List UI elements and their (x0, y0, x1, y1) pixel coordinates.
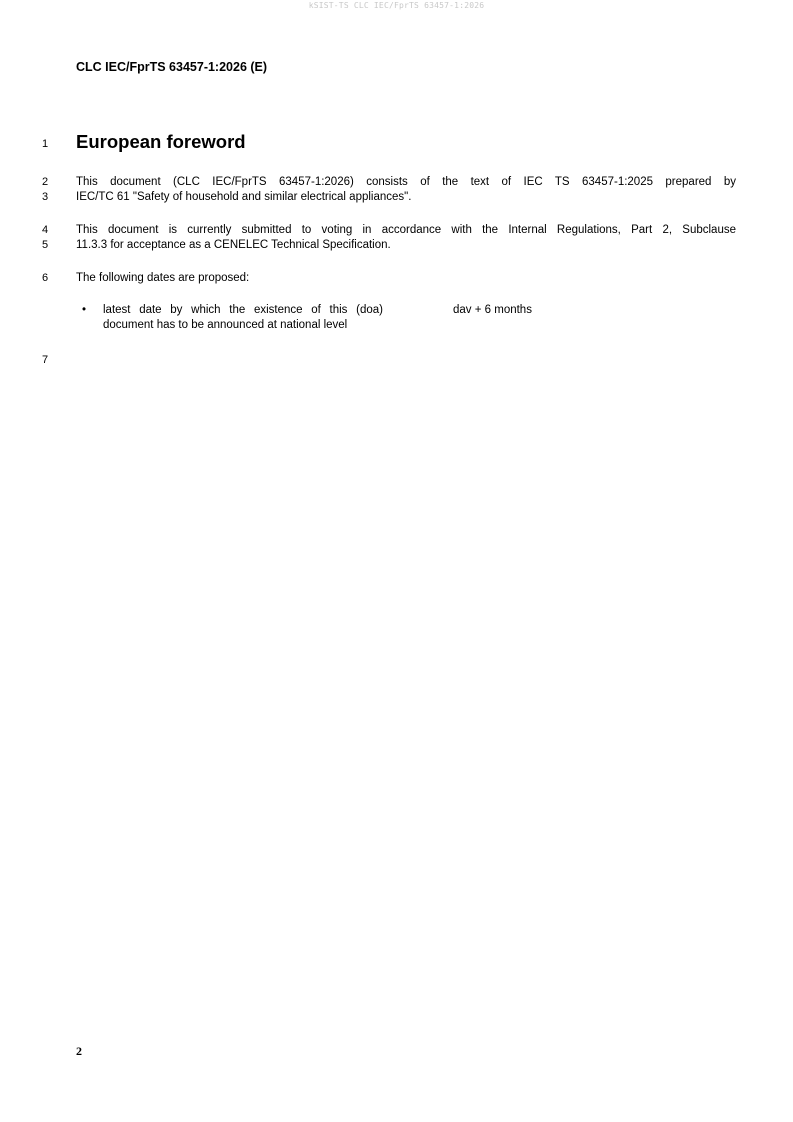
paragraph-line: 11.3.3 for acceptance as a CENELEC Technical Specification. (76, 239, 391, 251)
foreword-paragraph-1 (76, 175, 736, 205)
document-identifier: CLC IEC/FprTS 63457-1:2026 (E) (76, 60, 268, 74)
date-description-line: document has to be announced at national level (103, 319, 348, 331)
paragraph-line: IEC/TC 61 "Safety of household and similar electrical appliances". (76, 191, 412, 203)
line-number: 6 (42, 272, 49, 284)
paragraph-line: The following dates are proposed: (76, 272, 250, 284)
line-number: 2 (42, 176, 49, 188)
watermark-text: kSIST-TS CLC IEC/FprTS 63457-1:2026 (308, 1, 485, 10)
paragraph-line: This document (CLC IEC/FprTS 63457-1:2026) consists of the text of IEC TS 63457-1:2025 prepared by (76, 176, 736, 188)
line-number: 7 (42, 354, 49, 366)
date-description-line: latest date by which the existence of this (doa) (103, 304, 383, 316)
line-number: 5 (42, 239, 49, 251)
date-value: dav + 6 months (453, 304, 532, 316)
line-number: 1 (42, 138, 49, 150)
line-number: 3 (42, 191, 49, 203)
line-number: 4 (42, 224, 49, 236)
paragraph-line: This document is currently submitted to voting in accordance with the Internal Regulations, Part 2, Subclause (76, 224, 736, 236)
section-title: European foreword (76, 131, 246, 152)
foreword-paragraph-3 (76, 271, 736, 286)
page-number: 2 (76, 1044, 82, 1058)
bullet-icon: • (82, 304, 87, 316)
foreword-paragraph-2 (76, 223, 736, 253)
date-description (103, 303, 383, 333)
